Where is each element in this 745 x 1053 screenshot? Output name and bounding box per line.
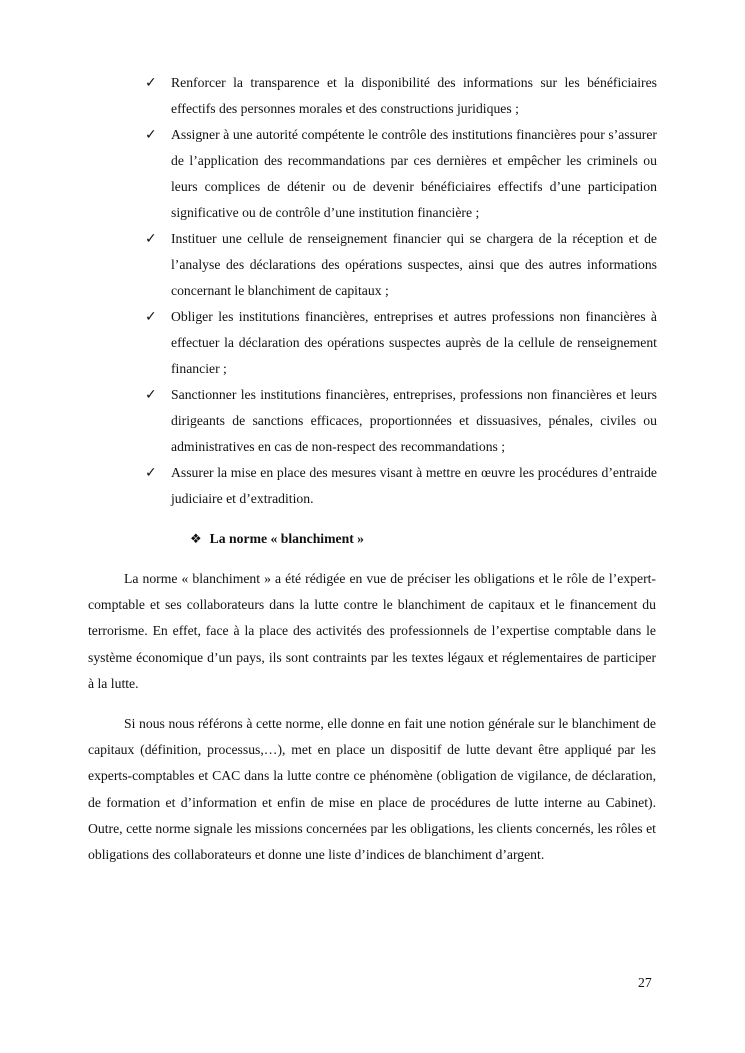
checkmark-icon: ✓: [145, 309, 157, 325]
subheading-text: La norme « blanchiment »: [209, 531, 365, 546]
list-item: [145, 226, 657, 304]
section-subheading: [190, 526, 364, 553]
checkmark-icon: ✓: [145, 75, 157, 91]
paragraph: Si nous nous référons à cette norme, elle donne en fait une notion générale sur le blanchiment de capitaux (définition, processus,…), met en place un dispositif de lutte devant être appliqué par les experts-comptables et CAC dans la lutte contre ce phénomène (obligation de vigilance, de déclaration, de formation et d’information et enfin de mise en place de procédures de lutte interne au Cabinet). Outre, cette norme signale les missions concernées par les obligations, les clients concernés, les rôles et obligations des collaborateurs et donne une liste d’indices de blanchiment d’argent.: [88, 716, 656, 863]
checkmark-icon: ✓: [145, 231, 157, 247]
list-item-text: Assurer la mise en place des mesures visant à mettre en œuvre les procédures d’entraide judiciaire et d’extradition.: [171, 465, 657, 506]
checkmark-icon: ✓: [145, 465, 157, 481]
checkmark-icon: ✓: [145, 127, 157, 143]
checkmark-icon: ✓: [145, 387, 157, 403]
list-item: [145, 382, 657, 460]
list-item-text: Renforcer la transparence et la disponibilité des informations sur les bénéficiaires effectifs des personnes morales et des constructions juridiques ;: [171, 75, 657, 116]
list-item-text: Instituer une cellule de renseignement financier qui se chargera de la réception et de l’analyse des déclarations des opérations suspectes, ainsi que des autres informations concernant le blanchiment de capitaux ;: [171, 231, 657, 298]
list-item-text: Sanctionner les institutions financières, entreprises, professions non financières et leurs dirigeants de sanctions efficaces, proportionnées et dissuasives, pénales, civiles ou administratives en cas de non-respect des recommandations ;: [171, 387, 657, 454]
page-number: 27: [638, 975, 652, 990]
paragraph: La norme « blanchiment » a été rédigée en vue de préciser les obligations et le rôle de l’expert-comptable et ses collaborateurs dans la lutte contre le blanchiment de capitaux et le financement du terrorisme. En effet, face à la place des activités des professionnels de l’expertise comptable dans le système économique d’un pays, ils sont contraints par les textes légaux et réglementaires de participer à la lutte.: [88, 571, 656, 691]
diamond-bullet-icon: ❖: [190, 532, 202, 547]
list-item: [145, 122, 657, 226]
list-item-text: Assigner à une autorité compétente le contrôle des institutions financières pour s’assurer de l’application des recommandations par ces dernières et empêcher les criminels ou leurs complices de détenir ou de devenir bénéficiaires effectifs d’une participation significative ou de contrôle d’une institution financière ;: [171, 127, 657, 220]
list-item: [145, 304, 657, 382]
recommendation-list: [145, 70, 657, 512]
list-item: [145, 70, 657, 122]
list-item: [145, 460, 657, 512]
list-item-text: Obliger les institutions financières, entreprises et autres professions non financières à effectuer la déclaration des opérations suspectes auprès de la cellule de renseignement financier ;: [171, 309, 657, 376]
